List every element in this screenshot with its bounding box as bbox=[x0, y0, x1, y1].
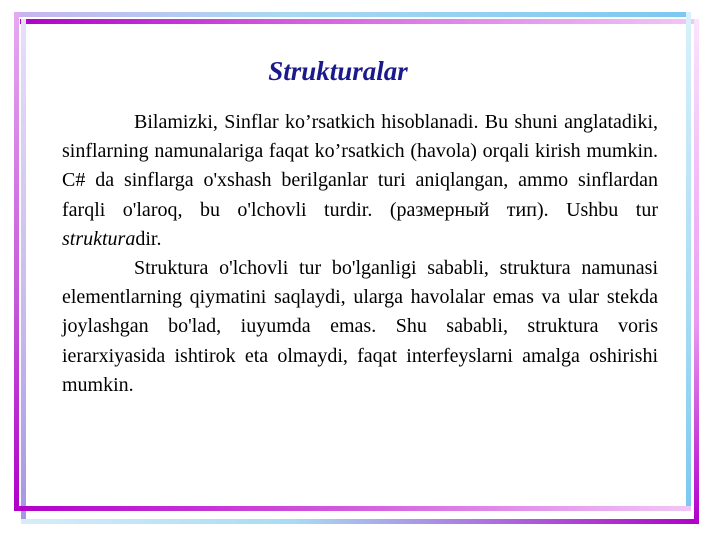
paragraph-1-suffix: dir. bbox=[135, 227, 162, 250]
paragraph-1 bbox=[62, 108, 658, 254]
paragraph-1-text: Bilamizki, Sinflar ko’rsatkich hisoblanadi. Bu shuni anglatadiki, sinflarning namunalariga faqat ko’rsatkich (havola) orqali kirish mumkin. C# da sinflarga o'xshash berilganlar turi aniqlangan, ammo sinflardan farqli o'laroq, bu o'lchovli turdir. (размерный тип). Ushbu tur bbox=[62, 111, 658, 221]
paragraph-1-italic-term: struktura bbox=[62, 227, 136, 250]
right-border-bar-blue bbox=[686, 12, 691, 510]
slide-body bbox=[62, 108, 658, 400]
top-border-bar-light bbox=[14, 12, 690, 17]
right-border-bar-magenta bbox=[694, 19, 699, 524]
paragraph-2: Struktura o'lchovli tur bo'lganligi sababli, struktura namunasi elementlarning qiymatini saqlaydi, ularga havolalar emas va ular stekda joylashgan bo'lad, iuyumda emas. Shu sababli, struktura voris ierarxiyasida ishtirok eta olmaydi, faqat interfeyslarni amalga oshirishi mumkin. bbox=[62, 257, 658, 396]
slide-title: Strukturalar bbox=[268, 56, 408, 86]
bottom-border-bar-blue bbox=[21, 519, 699, 524]
left-border-bar-lavender bbox=[21, 19, 26, 524]
top-border-bar-magenta bbox=[20, 19, 696, 24]
bottom-border-bar-magenta bbox=[14, 506, 691, 511]
